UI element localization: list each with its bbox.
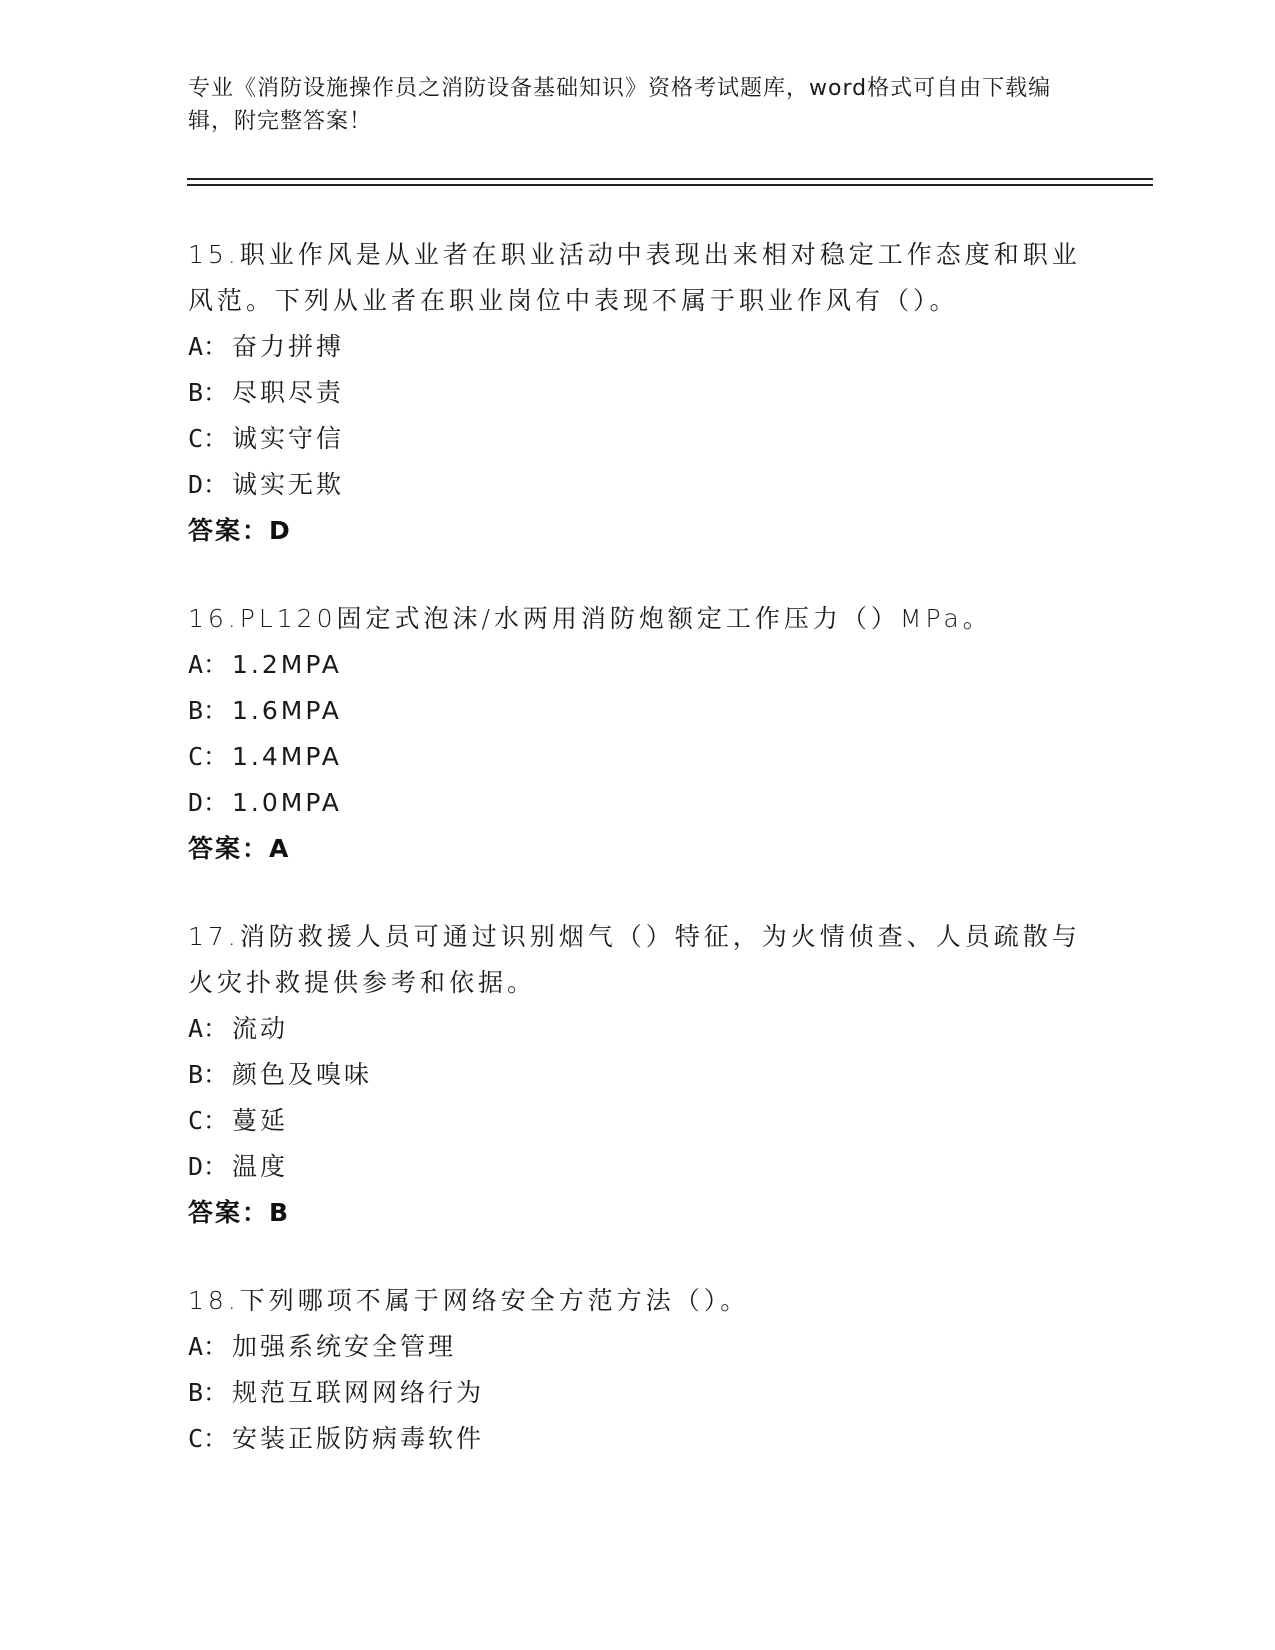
option-key: B： xyxy=(188,1060,229,1089)
question-stem: 15.职业作风是从业者在职业活动中表现出来相对稳定工作态度和职业风范。下列从业者在职业岗位中表现不属于职业作风有（）。 xyxy=(188,240,1081,315)
option-a xyxy=(188,1006,1088,1052)
option-text: 尽职尽责 xyxy=(232,378,345,407)
option-text: 1.6MPA xyxy=(232,696,342,725)
option-text: 诚实守信 xyxy=(232,424,345,453)
document-intro: 专业《消防设施操作员之消防设备基础知识》资格考试题库，word格式可自由下载编辑，附完整答案！ xyxy=(188,76,1052,134)
option-a xyxy=(188,1324,1088,1370)
option-b xyxy=(188,1370,1088,1416)
option-text: 1.4MPA xyxy=(232,742,342,771)
question-18 xyxy=(188,1278,1088,1462)
option-text: 规范互联网网络行为 xyxy=(232,1378,485,1407)
question-stem: 17.消防救援人员可通过识别烟气（）特征，为火情侦查、人员疏散与火灾扑救提供参考和依据。 xyxy=(188,922,1081,997)
option-d xyxy=(188,462,1088,508)
option-d xyxy=(188,780,1088,826)
option-text: 颜色及嗅味 xyxy=(232,1060,373,1089)
option-key: B： xyxy=(188,696,229,725)
option-text: 奋力拼搏 xyxy=(232,332,345,361)
option-b xyxy=(188,370,1088,416)
option-a xyxy=(188,642,1088,688)
option-text: 蔓延 xyxy=(232,1106,289,1135)
question-16 xyxy=(188,596,1088,872)
option-text: 加强系统安全管理 xyxy=(232,1332,457,1361)
option-key: C： xyxy=(188,742,229,771)
option-key: D： xyxy=(188,788,229,817)
option-key: B： xyxy=(188,1378,229,1407)
option-b xyxy=(188,688,1088,734)
question-17 xyxy=(188,914,1088,1236)
option-text: 诚实无欺 xyxy=(232,470,345,499)
answer-label: 答案：A xyxy=(188,834,291,863)
header-divider-bottom xyxy=(187,184,1153,186)
option-key: A： xyxy=(188,332,229,361)
option-text: 温度 xyxy=(232,1152,289,1181)
option-a xyxy=(188,324,1088,370)
option-key: D： xyxy=(188,470,229,499)
question-list xyxy=(188,232,1088,1462)
option-text: 1.0MPA xyxy=(232,788,342,817)
option-text: 1.2MPA xyxy=(232,650,342,679)
option-key: C： xyxy=(188,424,229,453)
option-c xyxy=(188,734,1088,780)
option-key: B： xyxy=(188,378,229,407)
option-d xyxy=(188,1144,1088,1190)
option-c xyxy=(188,416,1088,462)
option-text: 安装正版防病毒软件 xyxy=(232,1424,485,1453)
question-15 xyxy=(188,232,1088,554)
option-c xyxy=(188,1098,1088,1144)
question-stem: 16.PL120固定式泡沫/水两用消防炮额定工作压力（）MPa。 xyxy=(188,604,992,633)
option-c xyxy=(188,1416,1088,1462)
header-divider-top xyxy=(187,178,1153,180)
answer-label: 答案：D xyxy=(188,516,292,545)
question-stem: 18.下列哪项不属于网络安全方范方法（）。 xyxy=(188,1286,750,1315)
option-b xyxy=(188,1052,1088,1098)
answer-label: 答案：B xyxy=(188,1198,291,1227)
option-key: C： xyxy=(188,1424,229,1453)
option-key: D： xyxy=(188,1152,229,1181)
option-key: C： xyxy=(188,1106,229,1135)
option-key: A： xyxy=(188,650,229,679)
option-key: A： xyxy=(188,1332,229,1361)
option-text: 流动 xyxy=(232,1014,289,1043)
option-key: A： xyxy=(188,1014,229,1043)
